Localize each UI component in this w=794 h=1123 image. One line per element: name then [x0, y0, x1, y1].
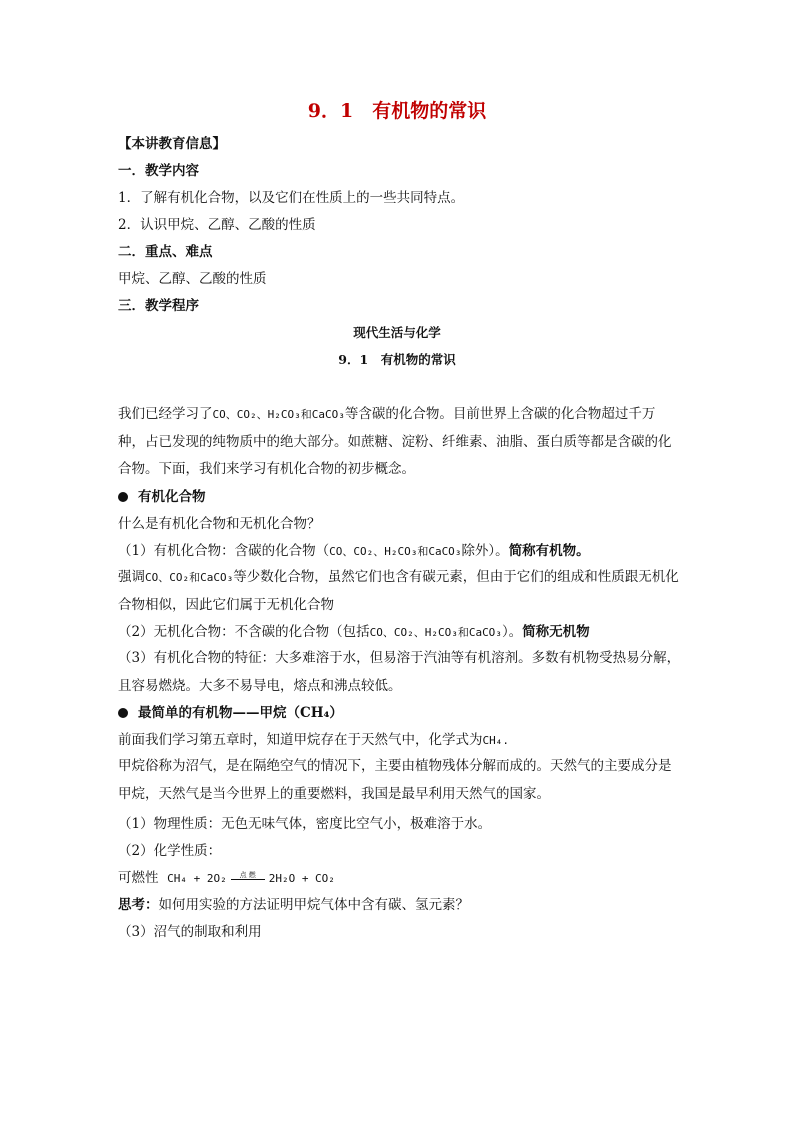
emph-text-b: 等少数化合物，虽然它们也含有碳元素，但由于它们的组成和性质跟无机化合物相似，因此它们属于无机化合物 — [118, 569, 679, 613]
methane-intro — [118, 730, 682, 751]
heading-organic — [118, 487, 682, 507]
organic-characteristics: （3）有机化合物的特征：大多难溶于水，但易溶于汽油等有机溶剂。多数有机物受热易分解，且容易燃烧。大多不易导电，熔点和沸点较低。 — [118, 650, 681, 694]
info-header: 【本讲教育信息】 — [118, 136, 226, 152]
intro-paragraph — [118, 401, 682, 484]
emph-formula-list: CO、CO₂和CaCO₃ — [145, 571, 234, 584]
def1-short-name: 简称有机物。 — [508, 543, 590, 559]
page-title: 9．1 有机物的常识 — [307, 100, 487, 122]
def1-text-b: 除外）。 — [461, 543, 509, 559]
heading-methane — [118, 703, 682, 723]
methane-formula: CH₄. — [482, 734, 509, 747]
intro-text-a: 我们已经学习了 — [118, 406, 213, 422]
definition-inorganic — [118, 622, 682, 643]
def2-short-name: 简称无机物 — [522, 624, 590, 640]
def2-formula-list: CO、CO₂、H₂CO₃和CaCO₃ — [369, 626, 502, 639]
combustion-equation — [118, 868, 682, 889]
chemical-properties: （2）化学性质： — [118, 843, 222, 859]
emphasis-paragraph — [118, 564, 682, 619]
equation-reactants: CH₄ + 2O₂ — [167, 872, 227, 885]
intro-formula-list: CO、CO₂、H₂CO₃和CaCO₃ — [212, 408, 345, 421]
bullet-icon — [118, 492, 128, 502]
subtitle-modern-life: 现代生活与化学 — [353, 325, 441, 340]
biogas-heading: （3）沼气的制取和利用 — [118, 924, 262, 940]
combustion-label: 可燃性 — [118, 870, 159, 886]
emph-text-a: 强调 — [118, 569, 145, 585]
think-question — [118, 895, 682, 915]
def1-text-a: （1）有机化合物：含碳的化合物（ — [118, 543, 330, 559]
equation-condition: 点 燃 — [231, 871, 265, 880]
key-points-text: 甲烷、乙醇、乙酸的性质 — [118, 271, 267, 287]
section-heading-keypoints: 二．重点、难点 — [118, 244, 213, 260]
section-heading-procedure: 三．教学程序 — [118, 298, 199, 314]
def2-text-b: ）。 — [501, 624, 523, 640]
section-heading-content: 一．教学内容 — [118, 163, 199, 179]
heading-organic-text: 有机化合物 — [138, 489, 206, 505]
def1-formula-list: CO、CO₂、H₂CO₃和CaCO₃ — [329, 545, 462, 558]
content-item-2: 2．认识甲烷、乙醇、乙酸的性质 — [118, 217, 316, 233]
intro-text-b: 等含碳的化合物。目前世界上含碳的化合物超过千万种，占已发现的纯物质中的绝大部分。如蔗糖、淀粉、纤维素、油脂、蛋白质等都是含碳的化合物。下面，我们来学习有机化合物的初步概念。 — [118, 406, 672, 477]
def2-text-a: （2）无机化合物：不含碳的化合物（包括 — [118, 624, 370, 640]
subtitle-section: 9．1 有机物的常识 — [338, 352, 456, 367]
equation-products: 2H₂O + CO₂ — [268, 872, 335, 885]
content-item-1: 1．了解有机化合物，以及它们在性质上的一些共同特点。 — [118, 190, 465, 206]
think-label: 思考： — [118, 897, 159, 913]
methane-intro-text: 前面我们学习第五章时，知道甲烷存在于天然气中，化学式为 — [118, 732, 483, 748]
methane-description: 甲烷俗称为沼气，是在隔绝空气的情况下，主要由植物残体分解而成的。天然气的主要成分是甲烷，天然气是当今世界上的重要燃料，我国是最早利用天然气的国家。 — [118, 758, 672, 802]
think-text: 如何用实验的方法证明甲烷气体中含有碳、氢元素？ — [158, 897, 469, 913]
question-organic: 什么是有机化合物和无机化合物？ — [118, 516, 321, 532]
physical-properties: （1）物理性质：无色无味气体，密度比空气小，极难溶于水。 — [118, 816, 492, 832]
bullet-icon — [118, 708, 128, 718]
heading-methane-text: 最简单的有机物——甲烷（CH₄） — [138, 705, 343, 721]
definition-organic — [118, 541, 682, 562]
